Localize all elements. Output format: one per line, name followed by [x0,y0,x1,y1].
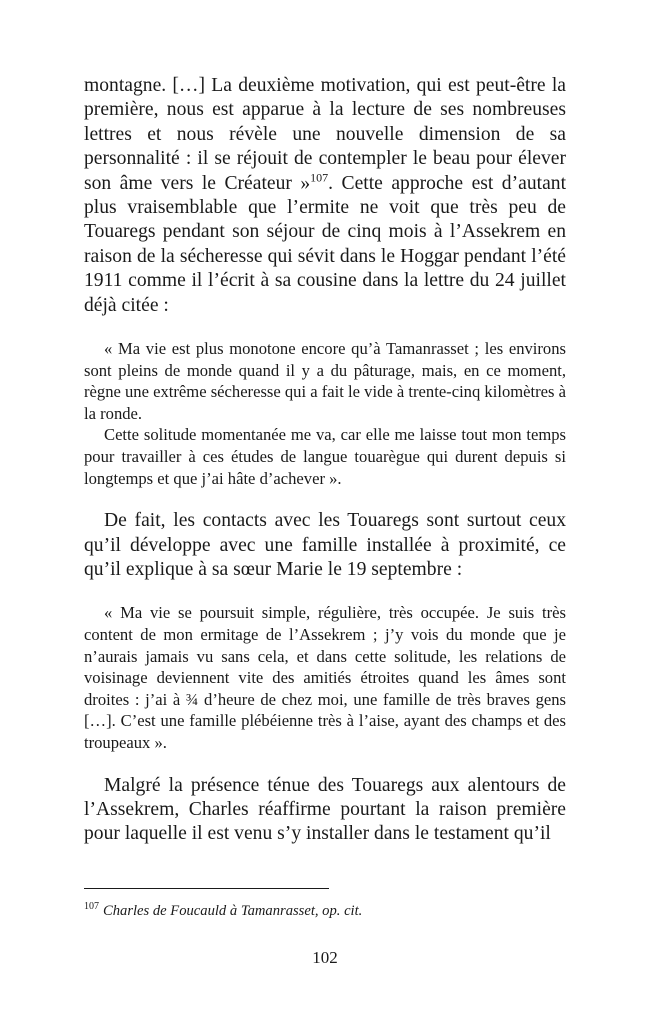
footnote-text: Charles de Foucauld à Tamanrasset, op. cit. [103,903,363,919]
footnote-reference[interactable]: 107 [310,170,329,185]
footnote-divider [84,888,329,889]
paragraph-1-text-a: montagne. […] La deuxième motivation, qui est peut-être la première, nous est apparue à la lecture de ses nombreuses lettres et nous révèle une nouvelle dimension de sa personnalité : il se réjouit de contempler le beau pour élever son âme vers le Créateur » [84,75,566,194]
block-quote-2 [84,602,566,753]
paragraph-2: De fait, les contacts avec les Touaregs sont surtout ceux qu’il développe avec une famille installée à proximité, ce qu’il explique à sa sœur Marie le 19 septembre : [84,510,566,581]
footnote-mark: 107 [84,901,99,913]
page-body [84,74,566,847]
quote-1-paragraph-1: « Ma vie est plus monotone encore qu’à Tamanrasset ; les environs sont pleins de monde quand il y a du pâturage, mais, en ce moment, règne une extrême sécheresse qui a fait le vide à trente-cinq kilomètres à la ronde. [84,339,566,423]
quote-2-paragraph: « Ma vie se poursuit simple, régulière, très occupée. Je suis très content de mon ermitage de l’Assekrem ; j’y vois du monde que je n’aurais jamais vu sans cela, et dans cette solitude, les relations de voisinage deviennent vite des amitiés étroites quand les âmes sont droites : j’ai à ¾ d’heure de chez moi, une famille de très braves gens […]. C’est une famille plébéienne très à l’aise, ayant des champs et des troupeaux ». [84,603,566,752]
paragraph-3: Malgré la présence ténue des Touaregs aux alentours de l’Assekrem, Charles réaffirme pourtant la raison première pour laquelle il est venu s’y installer dans le testament qu’il [84,774,566,845]
paragraph-1 [84,74,566,318]
block-quote-1 [84,338,566,489]
paragraph-1-text-b: . Cette approche est d’autant plus vraisemblable que l’ermite ne voit que très peu de Touaregs pendant son séjour de cinq mois à l’Assekrem en raison de la sécheresse qui sévit dans le Hoggar pendant l’été 1911 comme il l’écrit à sa cousine dans la lettre du 24 juillet déjà citée : [84,172,567,316]
quote-1-paragraph-2: Cette solitude momentanée me va, car elle me laisse tout mon temps pour travailler à ces études de langue touarègue qui durent depuis si longtemps et que j’ai hâte d’achever ». [84,425,566,488]
footnote [84,902,566,920]
page-number: 102 [312,948,338,967]
